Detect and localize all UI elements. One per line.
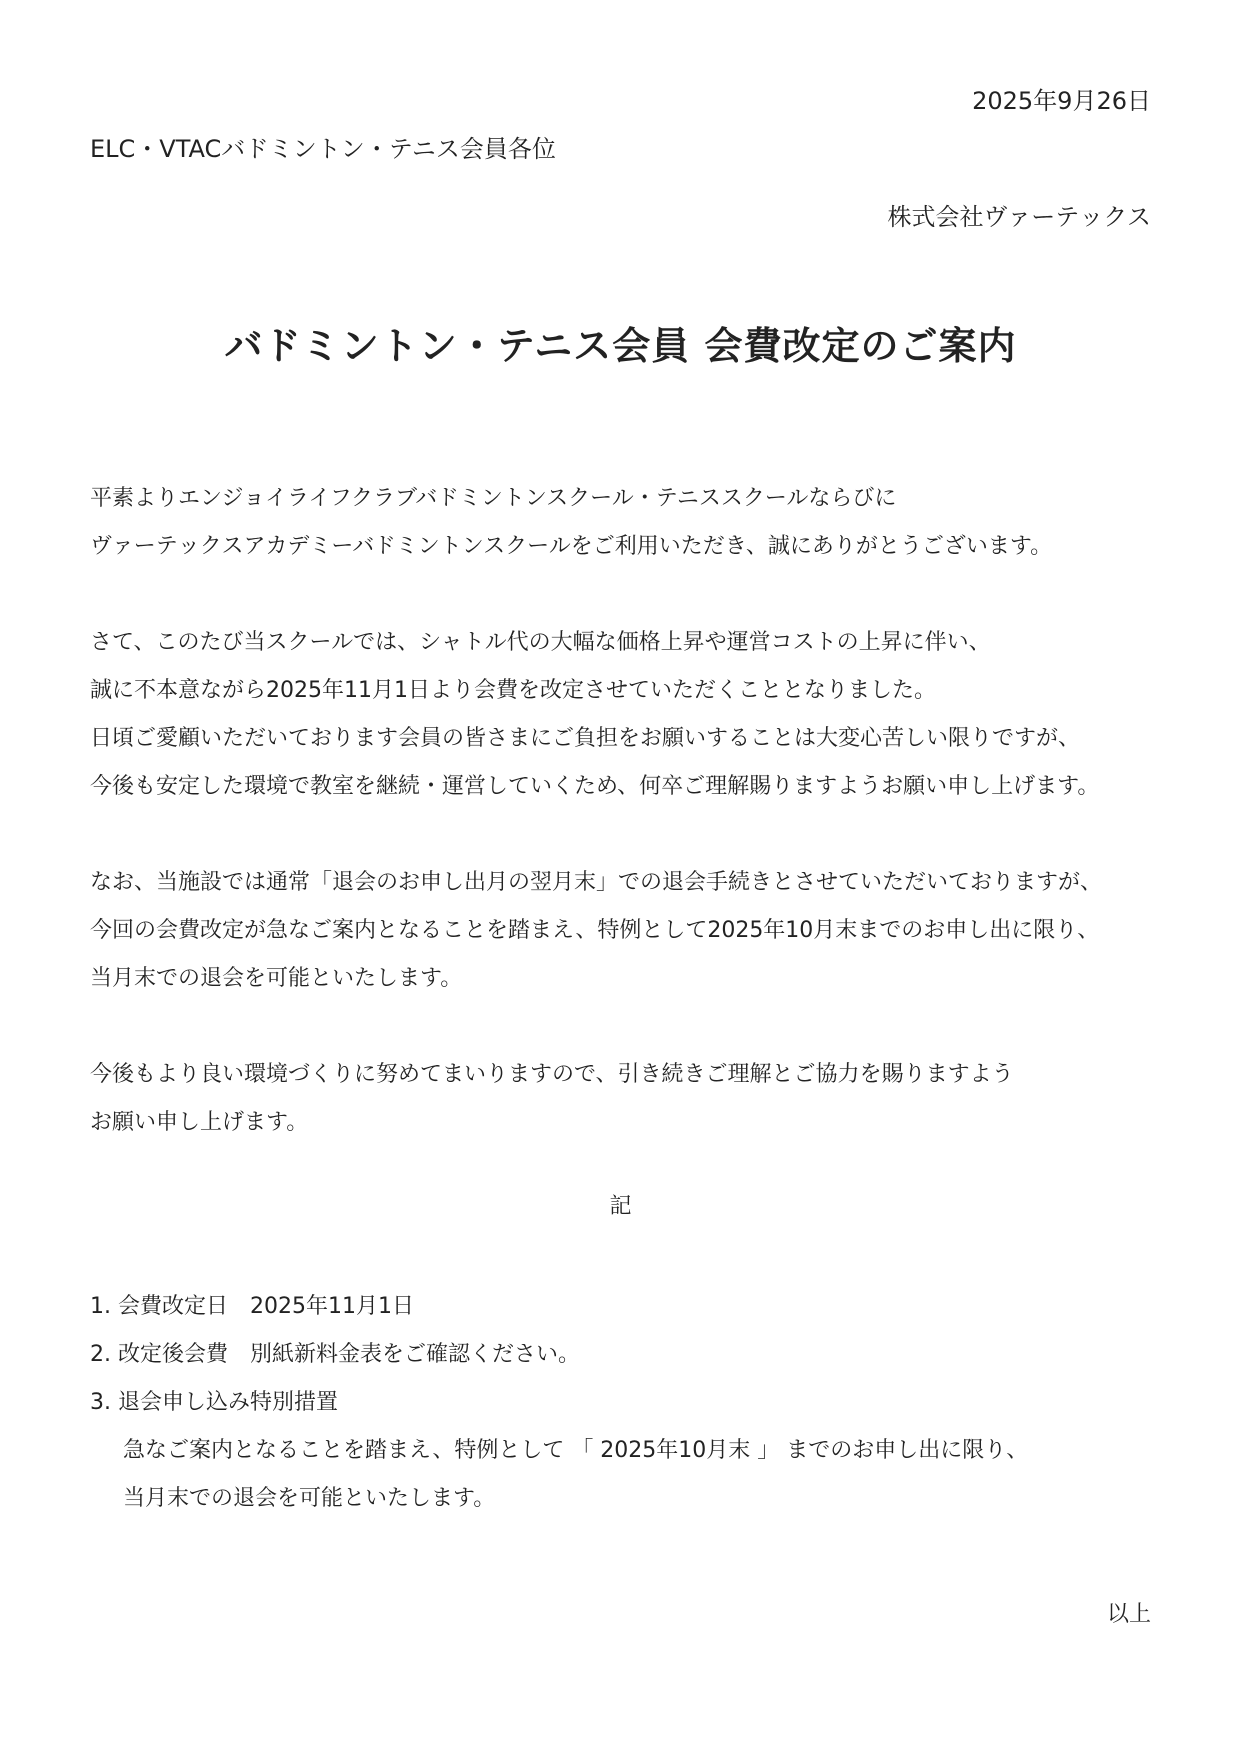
paragraph-line: なお、当施設では通常「退会のお申し出月の翌月末」での退会手続きとさせていただいておりますが、 xyxy=(90,870,1103,895)
list-item: 2. 改定後会費 別紙新料金表をご確認ください。 xyxy=(90,1342,580,1367)
ki-heading: 記 xyxy=(609,1194,632,1219)
paragraph-line: ヴァーテックスアカデミーバドミントンスクールをご利用いただき、誠にありがとうございます。 xyxy=(90,534,1053,559)
letter-recipient: ELC・VTACバドミントン・テニス会員各位 xyxy=(90,135,556,163)
paragraph-line: お願い申し上げます。 xyxy=(90,1110,309,1135)
paragraph-line: 今回の会費改定が急なご案内となることを踏まえ、特例として2025年10月末までのお申し出に限り、 xyxy=(90,918,1100,943)
paragraph-line: 当月末での退会を可能といたします。 xyxy=(90,966,463,991)
list-item-detail: 当月末での退会を可能といたします。 xyxy=(123,1486,496,1511)
letter-title: バドミントン・テニス会員 会費改定のご案内 xyxy=(224,324,1017,368)
paragraph-line: 日頃ご愛顧いただいております会員の皆さまにご負担をお願いすることは大変心苦しい限りですが、 xyxy=(90,726,1081,751)
list-item: 1. 会費改定日 2025年11月1日 xyxy=(90,1294,414,1319)
letter-date: 2025年9月26日 xyxy=(972,87,1151,115)
closing-ijou: 以上 xyxy=(1106,1602,1151,1627)
paragraph-line: 誠に不本意ながら2025年11月1日より会費を改定させていただくこととなりました。 xyxy=(90,678,936,703)
paragraph-line: さて、このたび当スクールでは、シャトル代の大幅な価格上昇や運営コストの上昇に伴い、 xyxy=(90,630,991,655)
paragraph-line: 平素よりエンジョイライフクラブバドミントンスクール・テニススクールならびに xyxy=(90,486,897,511)
letter-sender: 株式会社ヴァーテックス xyxy=(887,203,1151,231)
paragraph-line: 今後もより良い環境づくりに努めてまいりますので、引き続きご理解とご協力を賜りますよう xyxy=(90,1062,1014,1087)
list-item-detail: 急なご案内となることを踏まえ、特例として 「 2025年10月末 」 までのお申し出に限り、 xyxy=(123,1438,1029,1463)
paragraph-line: 今後も安定した環境で教室を継続・運営していくため、何卒ご理解賜りますようお願い申し上げます。 xyxy=(90,774,1100,799)
list-item: 3. 退会申し込み特別措置 xyxy=(90,1390,338,1415)
